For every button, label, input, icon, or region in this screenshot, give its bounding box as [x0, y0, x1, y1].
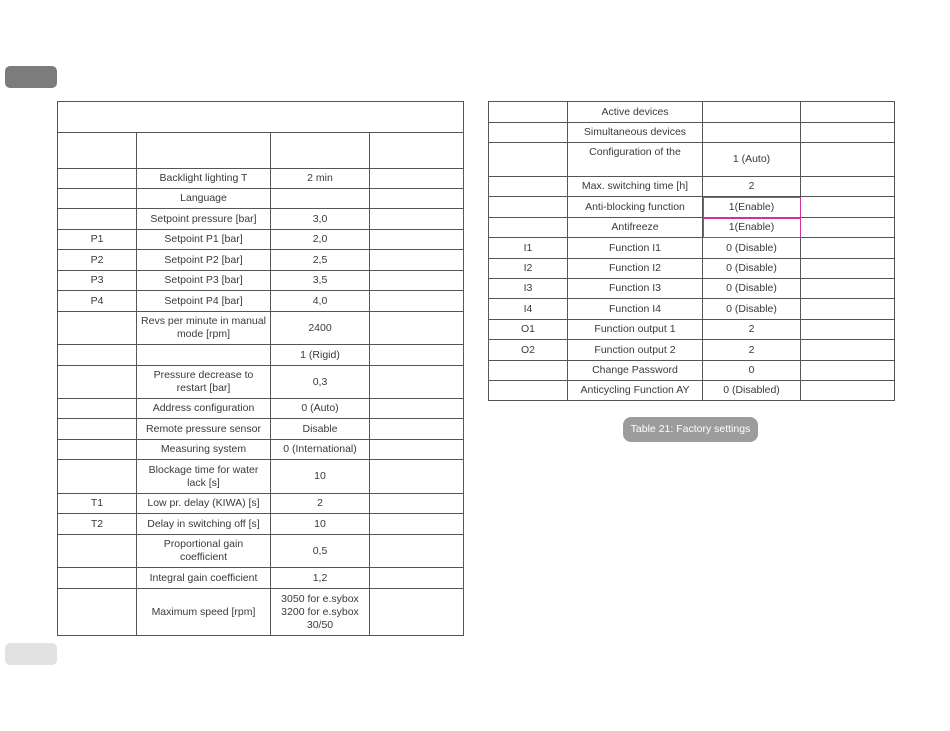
table-row	[58, 419, 464, 440]
value-cell: 0 (Disabled)	[703, 381, 801, 401]
page-tab-marker-top	[5, 66, 57, 88]
value-cell: 3050 for e.sybox 3200 for e.sybox 30/50	[271, 589, 370, 636]
id-cell	[58, 209, 137, 230]
table-row	[489, 361, 895, 381]
table-title-cell	[58, 102, 464, 133]
id-cell	[489, 197, 568, 218]
table-row	[58, 568, 464, 589]
notes-cell	[801, 143, 895, 177]
table-row	[58, 250, 464, 271]
notes-cell	[370, 366, 464, 399]
id-cell	[58, 399, 137, 419]
id-cell: T2	[58, 514, 137, 535]
header-cell	[58, 133, 137, 169]
id-cell: I1	[489, 238, 568, 259]
description-cell: Function I2	[568, 259, 703, 279]
notes-cell	[370, 312, 464, 345]
description-cell: Pressure decrease to restart [bar]	[137, 366, 271, 399]
value-cell	[703, 123, 801, 143]
id-cell	[58, 460, 137, 494]
id-cell: P4	[58, 291, 137, 312]
id-cell	[58, 419, 137, 440]
id-cell: P1	[58, 230, 137, 250]
value-cell: 0 (Disable)	[703, 259, 801, 279]
page-tab-marker-bottom	[5, 643, 57, 665]
table-row	[58, 209, 464, 230]
notes-cell	[370, 250, 464, 271]
description-cell: Remote pressure sensor	[137, 419, 271, 440]
description-cell: Integral gain coefficient	[137, 568, 271, 589]
table-row	[489, 259, 895, 279]
description-cell: Simultaneous devices	[568, 123, 703, 143]
value-cell: 1 (Auto)	[703, 143, 801, 177]
description-cell: Change Password	[568, 361, 703, 381]
id-cell: I3	[489, 279, 568, 299]
factory-settings-table-left	[57, 101, 464, 636]
id-cell	[58, 169, 137, 189]
table-row	[58, 494, 464, 514]
table-row	[489, 143, 895, 177]
notes-cell	[801, 218, 895, 238]
value-cell: 2	[703, 177, 801, 197]
id-cell	[58, 366, 137, 399]
table-row	[58, 189, 464, 209]
notes-cell	[370, 291, 464, 312]
table-row	[489, 102, 895, 123]
value-cell: 1,2	[271, 568, 370, 589]
description-cell: Function I3	[568, 279, 703, 299]
value-cell	[703, 102, 801, 123]
table-row	[489, 123, 895, 143]
value-cell: 0 (International)	[271, 440, 370, 460]
notes-cell	[801, 279, 895, 299]
description-cell: Setpoint P1 [bar]	[137, 230, 271, 250]
table-row	[58, 366, 464, 399]
description-cell: Backlight lighting T	[137, 169, 271, 189]
description-cell: Address configuration	[137, 399, 271, 419]
id-cell: O1	[489, 320, 568, 340]
value-cell: 10	[271, 460, 370, 494]
value-cell: 0 (Disable)	[703, 299, 801, 320]
value-cell: 2400	[271, 312, 370, 345]
description-cell: Active devices	[568, 102, 703, 123]
notes-cell	[370, 271, 464, 291]
table-row	[489, 177, 895, 197]
table-row	[58, 399, 464, 419]
description-cell: Maximum speed [rpm]	[137, 589, 271, 636]
description-cell: Setpoint P3 [bar]	[137, 271, 271, 291]
description-cell: Anticycling Function AY	[568, 381, 703, 401]
id-cell	[489, 102, 568, 123]
id-cell	[58, 589, 137, 636]
notes-cell	[801, 320, 895, 340]
table-row	[489, 238, 895, 259]
id-cell: I2	[489, 259, 568, 279]
value-cell: 4,0	[271, 291, 370, 312]
id-cell	[489, 123, 568, 143]
id-cell	[489, 361, 568, 381]
description-cell: Language	[137, 189, 271, 209]
id-cell: P2	[58, 250, 137, 271]
table-row	[489, 299, 895, 320]
description-cell: Blockage time for water lack [s]	[137, 460, 271, 494]
notes-cell	[801, 197, 895, 218]
table-row	[489, 279, 895, 299]
id-cell: O2	[489, 340, 568, 361]
table-row	[58, 460, 464, 494]
notes-cell	[801, 238, 895, 259]
notes-cell	[801, 361, 895, 381]
table-row	[58, 291, 464, 312]
table-row	[58, 271, 464, 291]
value-cell: 0 (Auto)	[271, 399, 370, 419]
notes-cell	[370, 514, 464, 535]
description-cell: Configuration of the	[568, 143, 703, 177]
notes-cell	[370, 589, 464, 636]
notes-cell	[370, 230, 464, 250]
description-cell: Delay in switching off [s]	[137, 514, 271, 535]
table-title-row	[58, 102, 464, 133]
notes-cell	[801, 177, 895, 197]
description-cell: Max. switching time [h]	[568, 177, 703, 197]
table-row	[58, 169, 464, 189]
table-row	[489, 381, 895, 401]
value-cell: 0 (Disable)	[703, 238, 801, 259]
table-row	[489, 197, 895, 218]
notes-cell	[801, 259, 895, 279]
id-cell	[489, 177, 568, 197]
notes-cell	[370, 169, 464, 189]
notes-cell	[370, 399, 464, 419]
table-caption: Table 21: Factory settings	[623, 417, 758, 442]
value-cell: 2,0	[271, 230, 370, 250]
table-row	[489, 340, 895, 361]
header-cell	[137, 133, 271, 169]
id-cell	[58, 568, 137, 589]
id-cell: I4	[489, 299, 568, 320]
value-cell: 3,5	[271, 271, 370, 291]
highlighted-value-cell: 1(Enable)	[703, 218, 801, 238]
notes-cell	[370, 460, 464, 494]
notes-cell	[370, 189, 464, 209]
table-row	[58, 230, 464, 250]
id-cell	[489, 143, 568, 177]
id-cell	[58, 440, 137, 460]
description-cell: Setpoint pressure [bar]	[137, 209, 271, 230]
notes-cell	[801, 123, 895, 143]
table-row	[58, 514, 464, 535]
description-cell: Setpoint P2 [bar]	[137, 250, 271, 271]
value-cell: 2	[703, 320, 801, 340]
value-cell: 0,3	[271, 366, 370, 399]
table-row	[58, 535, 464, 568]
value-cell: 2	[703, 340, 801, 361]
value-cell: 0,5	[271, 535, 370, 568]
notes-cell	[801, 102, 895, 123]
notes-cell	[370, 419, 464, 440]
description-cell: Proportional gain coefficient	[137, 535, 271, 568]
id-cell	[58, 345, 137, 366]
description-cell: Function output 1	[568, 320, 703, 340]
table-row	[489, 218, 895, 238]
notes-cell	[370, 440, 464, 460]
table-row	[489, 320, 895, 340]
description-cell: Antifreeze	[568, 218, 703, 238]
id-cell	[489, 381, 568, 401]
value-cell: 3,0	[271, 209, 370, 230]
value-cell: 2 min	[271, 169, 370, 189]
value-cell	[271, 189, 370, 209]
value-cell: 2,5	[271, 250, 370, 271]
value-cell: 2	[271, 494, 370, 514]
notes-cell	[370, 345, 464, 366]
notes-cell	[801, 299, 895, 320]
id-cell	[58, 312, 137, 345]
id-cell	[489, 218, 568, 238]
value-cell: 0	[703, 361, 801, 381]
id-cell: T1	[58, 494, 137, 514]
table-row	[58, 345, 464, 366]
table-row	[58, 440, 464, 460]
notes-cell	[370, 535, 464, 568]
description-cell: Setpoint P4 [bar]	[137, 291, 271, 312]
description-cell: Function I4	[568, 299, 703, 320]
notes-cell	[801, 381, 895, 401]
description-cell: Function I1	[568, 238, 703, 259]
description-cell: Revs per minute in manual mode [rpm]	[137, 312, 271, 345]
description-cell: Measuring system	[137, 440, 271, 460]
table-row	[58, 312, 464, 345]
notes-cell	[801, 340, 895, 361]
header-cell	[370, 133, 464, 169]
value-cell: Disable	[271, 419, 370, 440]
highlighted-value-cell: 1(Enable)	[703, 197, 801, 218]
id-cell	[58, 189, 137, 209]
header-cell	[271, 133, 370, 169]
description-cell: Anti-blocking function	[568, 197, 703, 218]
value-cell: 1 (Rigid)	[271, 345, 370, 366]
notes-cell	[370, 494, 464, 514]
value-cell: 0 (Disable)	[703, 279, 801, 299]
description-cell: Low pr. delay (KIWA) [s]	[137, 494, 271, 514]
description-cell: Function output 2	[568, 340, 703, 361]
notes-cell	[370, 209, 464, 230]
id-cell	[58, 535, 137, 568]
id-cell: P3	[58, 271, 137, 291]
description-cell	[137, 345, 271, 366]
factory-settings-table-right	[488, 101, 895, 401]
table-row	[58, 589, 464, 636]
value-cell: 10	[271, 514, 370, 535]
notes-cell	[370, 568, 464, 589]
table-header-row	[58, 133, 464, 169]
